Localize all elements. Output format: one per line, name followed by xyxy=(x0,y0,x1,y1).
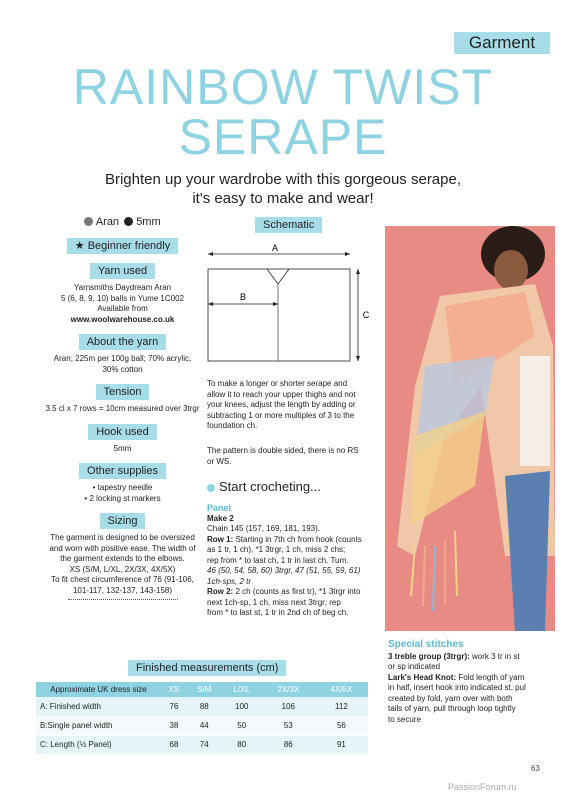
about-yarn-line: Aran; 225m per 100g ball; 70% acrylic, xyxy=(53,354,192,363)
sizing-line: 101-117, 132-137, 143-158) xyxy=(72,585,173,595)
panel-heading: Panel xyxy=(207,503,232,513)
sizing-heading: Sizing xyxy=(100,513,146,529)
about-yarn-section xyxy=(20,334,225,375)
neck-opening xyxy=(267,269,289,284)
table-cell: 112 xyxy=(315,697,368,716)
divider xyxy=(68,599,178,600)
column-header: S/M xyxy=(187,682,222,697)
stitch-larks-head: Lark's Head Knot: Fold length of yarn in half, insert hook into indicated st, pul created by fold, yarn over with both tails of yarn, pull through loop tightly to secure xyxy=(388,672,526,724)
table-cell: C: Length (½ Panel) xyxy=(36,735,161,754)
note-line: The pattern is double sided, there is no RS xyxy=(207,446,359,455)
page-number: 63 xyxy=(531,764,540,773)
table-cell: 38 xyxy=(161,716,187,735)
serape-model-illustration xyxy=(385,226,555,631)
table-row xyxy=(36,735,368,754)
yarn-used-heading: Yarn used xyxy=(90,263,155,279)
column-header: 2X/3X xyxy=(262,682,315,697)
yarn-ball-icon xyxy=(84,217,93,226)
table-cell: 106 xyxy=(262,697,315,716)
page-title xyxy=(0,59,566,165)
hook-used-heading: Hook used xyxy=(88,424,157,440)
table-cell: 88 xyxy=(187,697,222,716)
table-cell: 91 xyxy=(315,735,368,754)
arrow-head xyxy=(345,252,350,256)
table-cell: 74 xyxy=(187,735,222,754)
special-stitches-heading: Special stitches xyxy=(388,639,464,650)
start-crocheting-heading: Start crocheting... xyxy=(207,479,321,494)
table-cell: A: Finished width xyxy=(36,697,161,716)
yarn-line: 5 (6, 8, 9, 10) balls in Yume 1C002 xyxy=(60,293,185,303)
title-line-2: SERAPE xyxy=(178,109,388,165)
length-note xyxy=(207,379,382,432)
finished-measurements-heading: Finished measurements (cm) xyxy=(128,660,286,676)
hook-size-label: 5mm xyxy=(136,216,161,228)
schematic-diagram xyxy=(205,242,380,382)
column-header: L/XL xyxy=(222,682,262,697)
yarn-line: Yarnsmiths Daydream Aran xyxy=(73,283,172,292)
chain-instruction: Chain 145 (157, 169, 181, 193). xyxy=(207,524,320,533)
sizing-section xyxy=(20,513,225,600)
arrow-head xyxy=(356,269,360,274)
about-yarn-line: 30% cotton xyxy=(102,364,143,374)
watermark: PassionForum.ru xyxy=(448,782,517,792)
label-b: B xyxy=(239,292,247,302)
label-a: A xyxy=(271,243,279,253)
stitch-3trgr: 3 treble group (3trgr): work 3 tr in st or sp indicated xyxy=(388,651,520,671)
row-1: Row 1: Starting in 7th ch from hook (counts as 1 tr, 1 ch), *1 3trgr, 1 ch, miss 2 chs; rep from * to last ch, 1 tr in last ch. Turn. 46 (50, 54, 58, 60) 3trgr, 47 (51, 55, 59, 61) 1ch-sps, 2 tr xyxy=(207,534,362,586)
table-cell: 76 xyxy=(161,697,187,716)
note-line: To make a longer or shorter serape and xyxy=(207,379,348,388)
table-row xyxy=(36,716,368,735)
yarn-url-link[interactable]: www.woolwarehouse.co.uk xyxy=(70,314,175,324)
table-header-row xyxy=(36,682,368,697)
note-line: your knees, adjust the length by adding or xyxy=(207,400,356,409)
subtitle-line-1: Brighten up your wardrobe with this gorgeous serape, xyxy=(104,171,462,188)
section-tag: Garment xyxy=(454,32,550,54)
tension-text: 3.5 cl x 7 rows = 10cm measured over 3trgr xyxy=(45,404,200,413)
other-supplies-heading: Other supplies xyxy=(79,463,166,479)
hook-used-section xyxy=(20,424,225,455)
sizing-line: To fit chest circumference of 76 (91-106, xyxy=(51,575,194,584)
label-c: C xyxy=(362,310,370,320)
subtitle xyxy=(0,170,566,208)
table-cell: 53 xyxy=(262,716,315,735)
arrow-head xyxy=(208,302,213,306)
note-line: foundation ch. xyxy=(207,421,258,430)
sizing-line: XS (S/M, L/XL, 2X/3X, 4X/5X) xyxy=(69,564,176,574)
table-row xyxy=(36,697,368,716)
other-supplies-section xyxy=(20,463,225,504)
model-photo xyxy=(385,226,555,631)
sided-note xyxy=(207,446,382,467)
note-line: allow it to reach your upper thighs and not xyxy=(207,389,356,399)
make-count: Make 2 xyxy=(207,513,234,523)
special-stitches xyxy=(388,640,556,725)
weight-hook-summary xyxy=(20,215,225,229)
level-badge xyxy=(20,238,225,254)
table-cell: 100 xyxy=(222,697,262,716)
subtitle-line-2: it's easy to make and wear! xyxy=(192,190,374,207)
arrow-head xyxy=(208,252,213,256)
table-cell: 68 xyxy=(161,735,187,754)
table-cell: 86 xyxy=(262,735,315,754)
table-cell: 50 xyxy=(222,716,262,735)
bullet-dot-icon xyxy=(207,484,215,492)
supply-item: • 2 locking st markers xyxy=(84,493,161,503)
title-line-1: RAINBOW TWIST xyxy=(72,59,494,115)
column-header: 4X/5X xyxy=(315,682,368,697)
weight-label: Aran xyxy=(95,216,120,228)
column-header: Approximate UK dress size xyxy=(36,682,161,697)
sizing-line: and worn with positive ease. The width of xyxy=(49,543,196,553)
row-2: Row 2: 2 ch (counts as first tr), *1 3trgr into next 1ch-sp, 1 ch, miss next 3trgr; rep from * to last st, 1 tr in 2nd ch of beg ch. xyxy=(207,587,361,617)
note-line: subtracting 1 or more multiples of 3 to the xyxy=(207,410,355,420)
about-yarn-heading: About the yarn xyxy=(79,334,167,350)
table-cell: 56 xyxy=(315,716,368,735)
yarn-line: Available from xyxy=(97,304,148,313)
hook-icon xyxy=(124,217,133,226)
star-icon: ★ xyxy=(74,240,85,252)
sidebar xyxy=(20,215,225,609)
pattern-instructions xyxy=(207,503,382,619)
tension-section xyxy=(20,384,225,415)
arrow-head xyxy=(273,302,278,306)
arrow-head xyxy=(356,356,360,361)
table-cell: 44 xyxy=(187,716,222,735)
column-header: XS xyxy=(161,682,187,697)
sizing-line: the garment extends to the elbows. xyxy=(60,554,185,563)
schematic-heading: Schematic xyxy=(255,217,322,233)
tension-heading: Tension xyxy=(96,384,150,400)
supply-item: • tapestry needle xyxy=(92,483,153,492)
yarn-used-section xyxy=(20,263,225,325)
sizing-line: The garment is designed to be oversized xyxy=(50,533,195,542)
hook-used-text: 5mm xyxy=(113,443,132,453)
level-label: Beginner friendly xyxy=(87,240,171,252)
table-cell: 80 xyxy=(222,735,262,754)
note-line: or WS. xyxy=(207,456,232,466)
measurements-table xyxy=(36,682,368,755)
table-cell: B:Single panel width xyxy=(36,716,161,735)
